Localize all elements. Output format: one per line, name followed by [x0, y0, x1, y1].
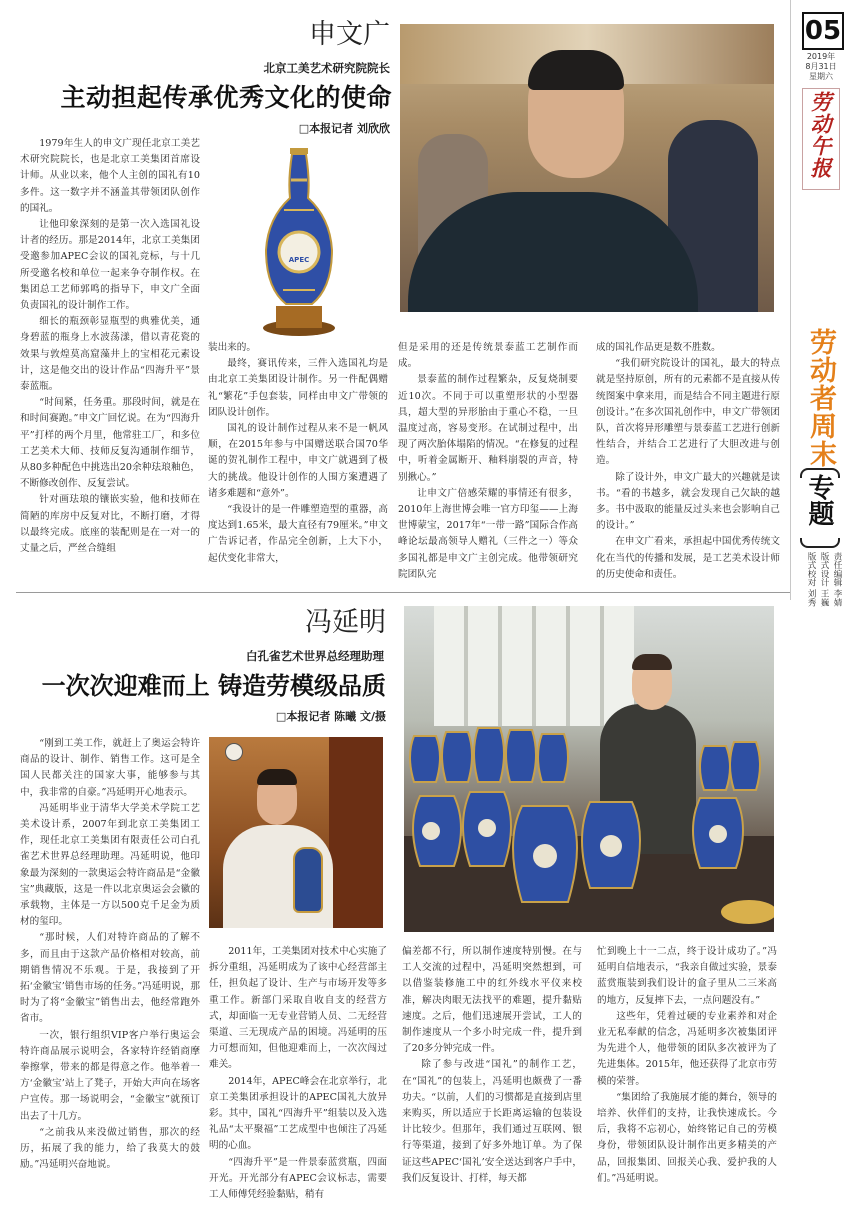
topic-box — [800, 468, 838, 548]
article2-person-name: 冯延明 — [305, 607, 386, 638]
vase-rows-icon — [404, 706, 774, 932]
article1-column-2: 装出来的。 最终，赛讯传来，三件入选国礼均是由北京工美集团设计制作。另一件配偶赠礼“繁花”手包套装，同样由申文广带领的团队设计创作。 国礼的设计制作过程从来不是一帆风顺，在2015年参与中国赠送联合国70华诞的贺礼制作工程中，申文广就遇到了极大的挑战。他设计创作的人围方案遭遇了诸多难题和“意外”。 “我设计的是一件雕塑造型的重器，高度达到1.65米，最大直径有79厘米。”申文广告诉记者，作品完全创新，上大下小，起伏变化非常大， — [208, 342, 388, 564]
photo-clock — [225, 743, 243, 761]
article-divider — [16, 592, 790, 593]
article2-person-role: 白孔雀艺术世界总经理助理 — [246, 649, 384, 663]
section-title: 劳动者周末 — [805, 328, 836, 468]
article1-column-4: 成的国礼作品更是数不胜数。 “我们研究院设计的国礼，最大的特点就是坚持原创，所有的元素都不是直接从传统图案中拿来用，而是结合不同主题进行原创设计。”在多次国礼创作中，申文广带领团队，首次将异形雕塑与景泰蓝工艺进行创新性结合，并结合工艺进行了大胆改进与创造。 除了设计外，申文广最大的兴趣就是读书。“看的书越多，就会发现自己欠缺的越多。书中汲取的能量反过头来也会影响自己的设计。” 在申文广看来，承担起中国优秀传统文化在当代的传播和发展，是工艺美术设计师的历史使命和责任。 — [596, 342, 780, 580]
article1-person-name: 申文广 — [309, 19, 390, 50]
article2-column-1: “刚到工美工作，就赶上了奥运会特许商品的设计、制作、销售工作。这可是全国人民都关注的国家大事，能够参与其中，我非常的自豪。”冯延明开心地表示。 冯延明毕业于清华大学美术学院工艺美术设计系，2007年到北京工美集团工作，现任北京工美集团有限责任公司白孔雀艺术世界总经理助理。冯延明说，他印象最为深刻的一款奥运会特许商品是“金徽宝”典藏版，这是一件以北京奥运会会徽的承载物，主体是一方以500克千足金为质材的玺印。 “那时候，人们对特许商品的了解不多，而且由于这款产品价格相对较高，前期销售情况不乐观。于是，我接到了开拓‘金徽宝’销售市场的任务。”冯延明说，那时为了将“金徽宝”销售出去，他经常跑外省市。 一次，银行组织VIP客户举行奥运会特许商品展示说明会，各家特许经销商摩拳擦掌，带来的都是得意之作。他举着一方‘金徽宝’站上了凳子，开始大声向在场客户宣传。那一场说明会，“金徽宝”就预订出去了十几方。 “之前我从来没做过销售，那次的经历，拓展了我的能力，给了我莫大的鼓励。”冯延明兴奋地说。 — [20, 738, 200, 1171]
topic-label: 专题 — [804, 474, 834, 526]
newspaper-logo — [802, 88, 840, 190]
vase-apec-mark: APEC — [288, 256, 310, 264]
credit-editor: 责任编辑 李婧 — [832, 552, 842, 607]
sidebar-divider — [790, 0, 791, 600]
photo-shelf — [329, 737, 383, 928]
page-number: 05 — [802, 12, 844, 50]
photo-subject-hair — [257, 769, 297, 785]
photo-vase — [293, 847, 323, 913]
article2-column-2: 2011年，工美集团对技术中心实施了拆分重组，冯延明成为了该中心经营部主任，担负起了设计、生产与市场开发等多重工作。新部门采取自收自支的经营方式，却面临一无专业营销人员、二无经营渠道、三无现成产品的困境。冯延明的压力可想而知，但他迎难而上，一次次闯过难关。 2014年，APEC峰会在北京举行，北京工美集团承担设计的APEC国礼大放异彩。其中，国礼“四海升平”组装以及入选礼品“太平聚福”工艺成型中也倾注了冯延明的心血。 “四海升平”是一件景泰蓝赏瓶，四面开光。开光部分有APEC会议标志，需要工人师傅凭经验黏贴，稍有 — [209, 946, 387, 1201]
credit-proofreader: 版式校对 刘秀 — [806, 552, 816, 607]
article1-byline: □本报记者 刘欣欣 — [298, 122, 390, 135]
article1-column-3: 但是采用的还是传统景泰蓝工艺制作而成。 景泰蓝的制作过程繁杂，反复烧制要近10次。不同于可以重塑形状的小型器具，超大型的异形胎由于重心不稳，一旦温度过高，容易变形。在试制过程中，出现了两次胎体塌陷的情况。“在修复的过程中，听着金属断开、釉料崩裂的声音，特别揪心。” 让申文广倍感荣耀的事情还有很多，2010年上海世博会唯一官方印玺——上海世博蒙宝，2017年“一带一路”国际合作高峰论坛最高领导人赠礼（三件之一）等众多国礼都是申文广主创完成。他带领研究院团队完 — [398, 342, 578, 580]
credit-designer: 版式设计 王巍 — [819, 552, 829, 607]
article2-column-4: 忙到晚上十一二点，终于设计成功了。”冯延明自信地表示，“我亲自做过实验，景泰蓝赏瓶装到我们设计的盒子里从二三米高的地方，反复摔下去，一点问题没有。” 这些年，凭着过硬的专业素养和对企业无私奉献的信念，冯延明多次被集团评为先进个人，他带领的团队多次被评为了先进集体。2015年，他还获得了北京市劳模的荣誉。 “集团给了我施展才能的舞台，领导的培养、伙伴们的支持，让我快速成长。今后，我将不忘初心，始终铭记自己的劳模身份，带领团队设计制作出更多精美的产品，回报集团、回报关心我、爱护我的人们。”冯延明说。 — [597, 946, 777, 1184]
photo-subject-hair — [632, 654, 672, 670]
photo-subject-hair — [528, 50, 624, 90]
article2-headline: 一次次迎难而上 铸造劳模级品质 — [41, 672, 386, 700]
article1-person-role: 北京工美艺术研究院院长 — [263, 61, 390, 75]
newspaper-logo-text: 劳动午报 — [808, 91, 833, 179]
article2-byline: □本报记者 陈曦 文/摄 — [275, 710, 386, 723]
article1-column-1: 1979年生人的申文广现任北京工美艺术研究院院长，也是北京工美集团首席设计师。从业以来，他个人主创的国礼有10多件。这一数字并不涵盖其带领团队创作的国礼。 让他印象深刻的是第一次入选国礼设计者的经历。那是2014年，北京工美集团受邀参加APEC会议的国礼竞标，与十几所受邀名校和单位一起来争夺制作权。在集团总工艺师郭鸣的指导下，申文广全面负责国礼的设计制作工作。 细长的瓶颈彰显瓶型的典雅优美，通身碧蓝的瓶身上水波荡漾，借以青花瓷的效果与敦煌莫高窟藻井上的宝相花元素设计，这是他交出的设计作品“四海升平”景泰蓝瓶。 “时间紧，任务重。那段时间，就是在和时间赛跑。”申文广回忆说。在为“四海升平”打样的两个月里，他常驻工厂，和多位工艺美术大师、技师反复沟通制作细节，从80多种配色中挑选出20余种珐琅釉色，不断修改创作、反复尝试。 针对画珐琅的镶嵌实验，他和技师在简陋的库房中反复对比，不断打磨，才得以最终完成。底座的装配则是在一对一的丈量之后，严丝合缝组 — [20, 138, 200, 555]
article1-portrait-photo — [400, 24, 774, 312]
article2-vases-photo — [404, 606, 774, 932]
cloisonne-vase-icon — [258, 140, 340, 340]
topic-bracket-bottom — [800, 538, 840, 548]
credits — [800, 552, 842, 622]
article2-portrait-photo — [209, 737, 383, 928]
article1-headline: 主动担起传承优秀文化的使命 — [60, 83, 392, 112]
article2-column-3: 偏差都不行，所以制作速度特别慢。在与工人交流的过程中，冯延明突然想到，可以借鉴装修施工中的红外线水平仪来校准，解决肉眼无法找平的难题，提升黏贴速度。之后，他们迅速展开尝试，工人的制作速度从一个多小时完成一件，提升到了20多分钟完成一件。 除了参与改进“国礼”的制作工艺，在“国礼”的包装上，冯延明也颇费了一番功夫。“以前，人们的习惯都是直接到店里来购买，所以适应于长距离运输的包装设计比较少。但那年，我们通过互联网、银行等渠道，接到了好多外地订单。为了保证这些APEC‘国礼’安全送达到客户手中，我们反复设计、打样，每天都 — [402, 946, 582, 1184]
article1-vase-image — [258, 140, 340, 340]
issue-date: 2019年 8月31日 星期六 — [805, 52, 837, 81]
